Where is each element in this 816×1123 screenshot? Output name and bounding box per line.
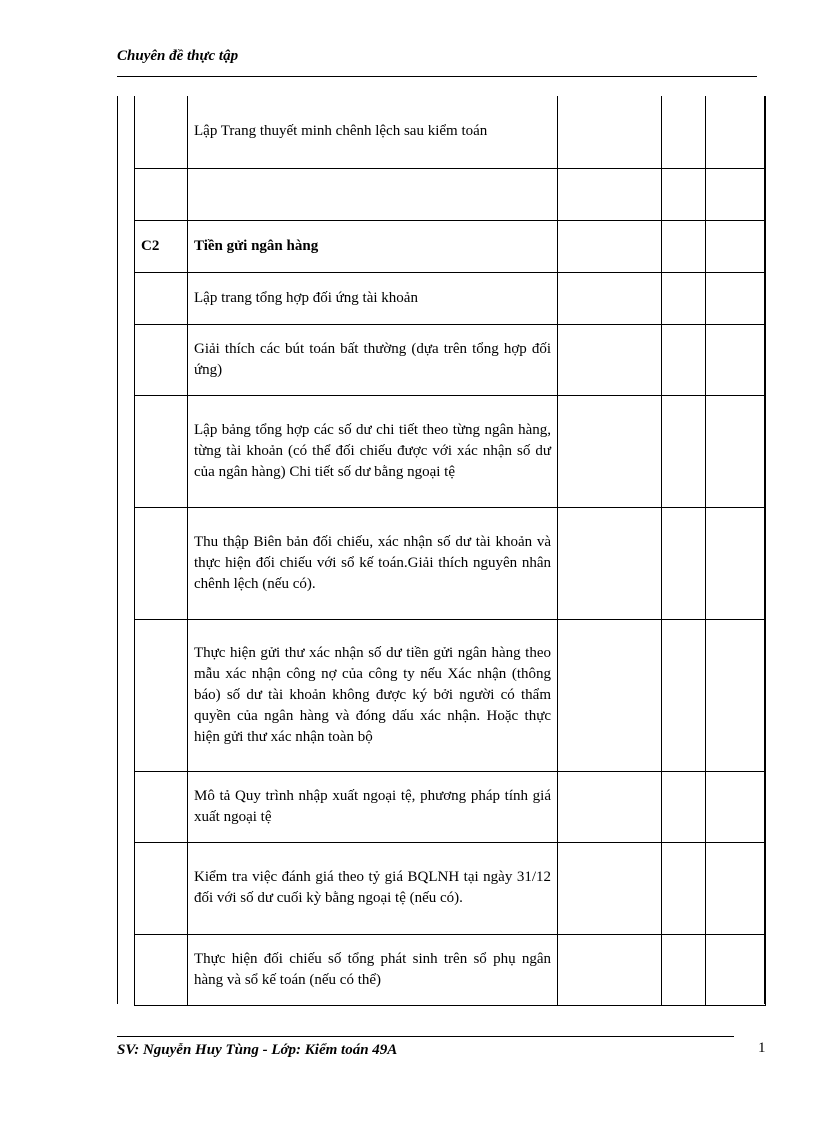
- empty-cell: [558, 842, 662, 934]
- header-divider: [117, 76, 757, 77]
- procedure-text: [188, 168, 558, 220]
- empty-cell: [662, 168, 706, 220]
- page-header-title: Chuyên đề thực tập: [117, 48, 239, 64]
- table-row: [135, 324, 766, 395]
- empty-cell: [662, 324, 706, 395]
- table-row: [135, 842, 766, 934]
- empty-cell: [662, 934, 706, 1005]
- row-code: [135, 771, 188, 842]
- left-margin-line: [117, 96, 118, 1004]
- procedure-text: Lập Trang thuyết minh chênh lệch sau kiểm toán: [188, 96, 558, 168]
- empty-cell: [558, 96, 662, 168]
- procedure-text: Thu thập Biên bản đối chiếu, xác nhận số dư tài khoản và thực hiện đối chiếu với sổ kế toán.Giải thích nguyên nhân chênh lệch (nếu có).: [188, 507, 558, 619]
- empty-cell: [558, 395, 662, 507]
- row-code: [135, 272, 188, 324]
- section-title: Tiền gửi ngân hàng: [188, 220, 558, 272]
- empty-cell: [706, 771, 766, 842]
- procedure-text: Mô tả Quy trình nhập xuất ngoại tệ, phương pháp tính giá xuất ngoại tệ: [188, 771, 558, 842]
- empty-cell: [558, 324, 662, 395]
- procedure-text: Lập trang tổng hợp đối ứng tài khoản: [188, 272, 558, 324]
- empty-cell: [706, 842, 766, 934]
- empty-cell: [662, 842, 706, 934]
- procedure-text: Lập bảng tổng hợp các số dư chi tiết theo từng ngân hàng, từng tài khoản (có thể đối chiếu được với xác nhận số dư của ngân hàng) Chi tiết số dư bằng ngoại tệ: [188, 395, 558, 507]
- empty-cell: [662, 395, 706, 507]
- audit-procedure-table: [134, 96, 766, 1006]
- row-code: [135, 395, 188, 507]
- table-row: [135, 619, 766, 771]
- table-row: [135, 934, 766, 1005]
- empty-cell: [706, 324, 766, 395]
- row-code: [135, 324, 188, 395]
- empty-cell: [558, 934, 662, 1005]
- table-row: [135, 96, 766, 168]
- table-row: [135, 220, 766, 272]
- row-code: [135, 96, 188, 168]
- row-code: [135, 842, 188, 934]
- section-code: C2: [135, 220, 188, 272]
- procedure-text: Giải thích các bút toán bất thường (dựa trên tổng hợp đối ứng): [188, 324, 558, 395]
- row-code: [135, 168, 188, 220]
- procedure-text: Kiểm tra việc đánh giá theo tỷ giá BQLNH tại ngày 31/12 đối với số dư cuối kỳ bằng ngoại tệ (nếu có).: [188, 842, 558, 934]
- row-code: [135, 619, 188, 771]
- empty-cell: [662, 96, 706, 168]
- procedure-text: Thực hiện gửi thư xác nhận số dư tiền gửi ngân hàng theo mẫu xác nhận công nợ của công ty nếu Xác nhận (thông báo) số dư tài khoản không được ký bởi người có thẩm quyền của ngân hàng và đóng dấu xác nhận. Hoặc thực hiện gửi thư xác nhận toàn bộ: [188, 619, 558, 771]
- table-row: [135, 507, 766, 619]
- table-row: [135, 272, 766, 324]
- empty-cell: [558, 507, 662, 619]
- empty-cell: [662, 619, 706, 771]
- table-row: [135, 168, 766, 220]
- empty-cell: [706, 619, 766, 771]
- empty-cell: [662, 272, 706, 324]
- empty-cell: [662, 771, 706, 842]
- table-row: [135, 395, 766, 507]
- empty-cell: [558, 168, 662, 220]
- empty-cell: [706, 168, 766, 220]
- empty-cell: [662, 220, 706, 272]
- page-number: 1: [758, 1040, 766, 1056]
- empty-cell: [706, 507, 766, 619]
- empty-cell: [706, 96, 766, 168]
- empty-cell: [558, 272, 662, 324]
- empty-cell: [558, 771, 662, 842]
- footer-student-info: SV: Nguyễn Huy Tùng - Lớp: Kiểm toán 49A: [117, 1042, 398, 1058]
- empty-cell: [706, 395, 766, 507]
- empty-cell: [662, 507, 706, 619]
- empty-cell: [706, 272, 766, 324]
- empty-cell: [558, 220, 662, 272]
- empty-cell: [558, 619, 662, 771]
- procedure-text: Thực hiện đối chiếu số tổng phát sinh trên sổ phụ ngân hàng và sổ kế toán (nếu có thể): [188, 934, 558, 1005]
- empty-cell: [706, 934, 766, 1005]
- empty-cell: [706, 220, 766, 272]
- footer-divider: [117, 1036, 734, 1037]
- table-row: [135, 771, 766, 842]
- row-code: [135, 934, 188, 1005]
- row-code: [135, 507, 188, 619]
